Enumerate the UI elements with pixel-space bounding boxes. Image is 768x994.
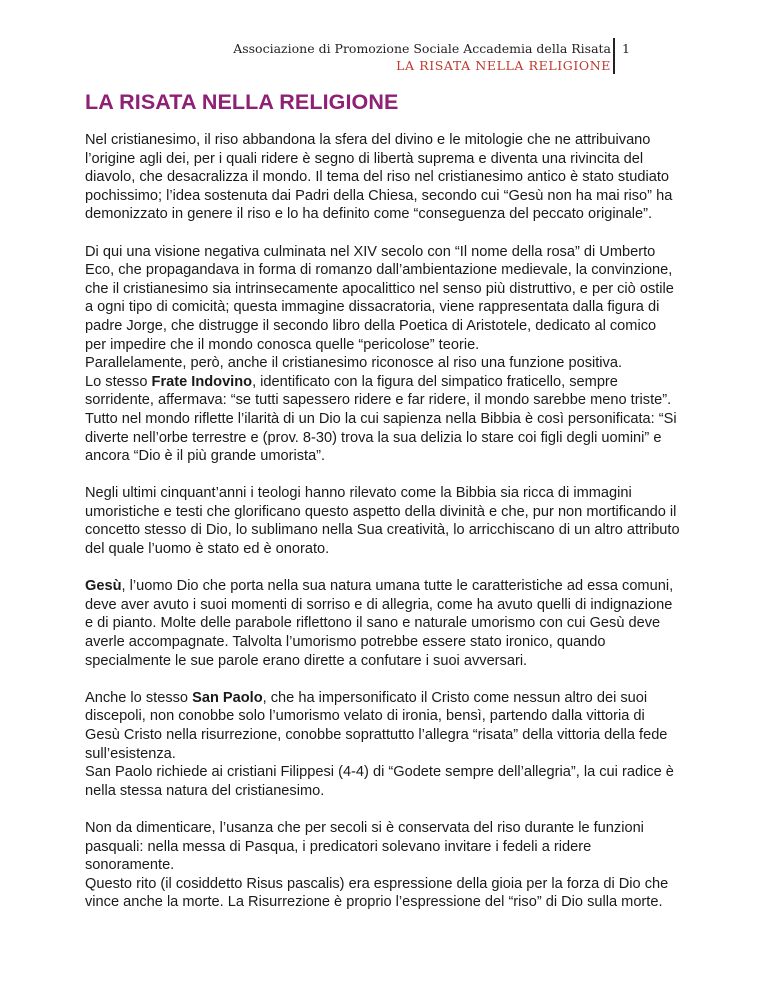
header-org-name: Associazione di Promozione Sociale Accademia della Risata <box>233 41 611 56</box>
document-title: LA RISATA NELLA RELIGIONE <box>85 90 399 114</box>
paragraph-4 <box>85 373 681 410</box>
paragraph-9: San Paolo richiede ai cristiani Filippesi (4-4) di “Godete sempre dell’allegria”, la cui radice è nella stessa natura del cristianesimo. <box>85 764 674 799</box>
paragraph-5: Tutto nel mondo riflette l’ilarità di un Dio la cui sapienza nella Bibbia è così personificata: “Si diverte nell’orbe terrestre e (prov. 8-30) trova la sua delizia lo stare coi figli degli uomini” e ancora “Dio è il più grande umorista”. <box>85 410 677 465</box>
document-body <box>85 131 681 912</box>
header-subtitle: LA RISATA NELLA RELIGIONE <box>396 58 611 73</box>
page-header <box>233 40 611 74</box>
paragraph-7 <box>85 577 681 670</box>
paragraph-4-pre: Lo stesso <box>85 373 152 390</box>
paragraph-2: Di qui una visione negativa culminata nel XIV secolo con “Il nome della rosa” di Umberto Eco, che propagandava in forma di romanzo dall’ambientazione medievale, la convinzione, che il cristianesimo sia intrinsecamente apocalittico nel senso più distruttivo, e per ciò ostile a ogni tipo di comicità; questa immagine dissacratoria, viene rappresentata dalla figura di padre Jorge, che distrugge il secondo libro della Poetica di Aristotele, dedicato al comico per impedire che il mondo conosca quelle “pericolose” teorie. <box>85 243 674 353</box>
paragraph-6: Negli ultimi cinquant’anni i teologi hanno rilevato come la Bibbia sia ricca di immagini umoristiche e testi che glorificano questo aspetto della divinità e che, pur non mortificando il concetto stesso di Dio, lo sublimano nella Sua creatività, lo arricchiscano di un altro attributo del quale l’uomo è stato ed è onorato. <box>85 485 680 558</box>
paragraph-10: Non da dimenticare, l’usanza che per secoli si è conservata del riso durante le funzioni pasquali: nella messa di Pasqua, i predicatori solevano invitare i fedeli a ridere sonoramente. <box>85 819 644 874</box>
paragraph-8 <box>85 689 681 763</box>
paragraph-7-post: , l’uomo Dio che porta nella sua natura umana tutte le caratteristiche ad essa comuni, deve aver avuto i suoi momenti di sorriso e di allegria, come ha avuto quelli di indignazione e di pianto. Molte delle parabole riflettono il sano e naturale umorismo con cui Gesù deve averle accompagnate. Talvolta l’umorismo potrebbe essere stato ironico, quando specialmente le sue parole erano dirette a confutare i suoi avversari. <box>85 578 674 669</box>
frate-indovino-name: Frate Indovino <box>151 373 253 390</box>
page-number: 1 <box>622 41 630 56</box>
paragraph-8-post: , che ha impersonificato il Cristo come nessun altro dei suoi discepoli, non conobbe solo l’umorismo velato di ironia, bensì, partendo dalla vittoria di Gesù Cristo nella risurrezione, conobbe soprattutto l’allegra “risata” della vittoria della fede sull’esistenza. <box>85 689 668 762</box>
paragraph-1: Nel cristianesimo, il riso abbandona la sfera del divino e le mitologie che ne attribuivano l’origine agli dei, per i quali ridere è segno di libertà suprema e diventa una rivincita del diavolo, che desacralizza il mondo. Il tema del riso nel cristianesimo antico è stato studiato pochissimo; l’idea sostenuta dai Padri della Chiesa, secondo cui “Gesù non ha mai riso” ha demonizzato in genere il riso e lo ha definito come “conseguenza del peccato originale”. <box>85 132 673 223</box>
paragraph-11: Questo rito (il cosiddetto Risus pascalis) era espressione della gioia per la forza di Dio che vince anche la morte. La Risurrezione è proprio l’espressione del “riso” di Dio sulla morte. <box>85 875 669 911</box>
paragraph-8-pre: Anche lo stesso <box>85 689 193 706</box>
header-divider <box>613 38 615 74</box>
paragraph-4-post: , identificato con la figura del simpatico fraticello, sempre sorridente, affermava: “se tutti sapessero ridere e far ridere, il mondo sarebbe meno triste”. <box>85 373 672 409</box>
san-paolo-name: San Paolo <box>192 689 263 706</box>
gesu-name: Gesù <box>85 578 122 595</box>
paragraph-3: Parallelamente, però, anche il cristianesimo riconosce al riso una funzione positiva. <box>85 355 623 372</box>
